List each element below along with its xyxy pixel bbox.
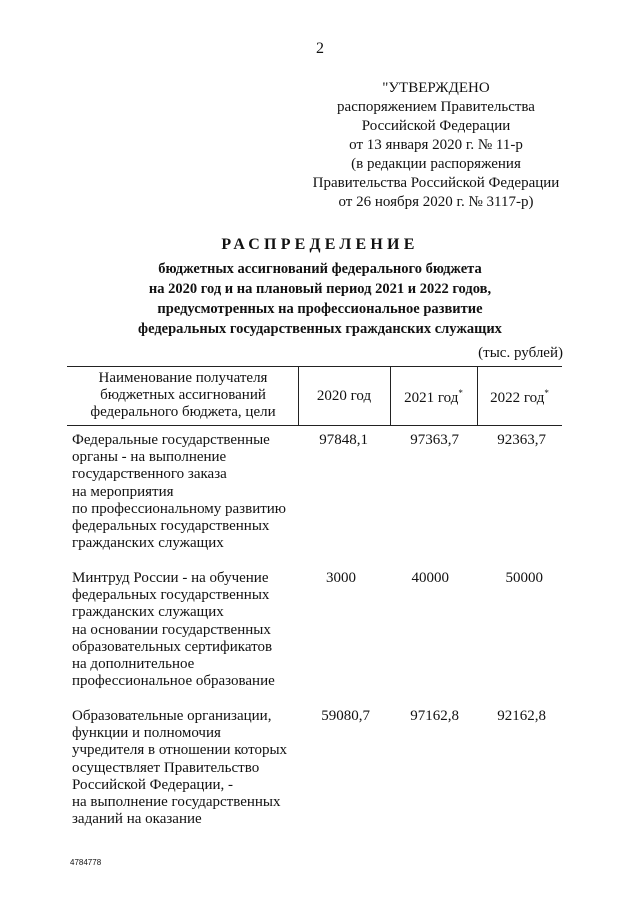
approval-line: распоряжением Правительства bbox=[337, 99, 535, 115]
row-name-line: Российской Федерации, - bbox=[72, 776, 234, 793]
row-name-line: гражданских служащих bbox=[72, 535, 224, 552]
header-name-line: бюджетных ассигнований bbox=[100, 387, 266, 403]
page-number: 2 bbox=[316, 40, 324, 57]
row-name-line: на дополнительное bbox=[72, 656, 195, 673]
value-2021: 97162,8 bbox=[410, 708, 459, 724]
title-line: предусмотренных на профессиональное развитие bbox=[157, 301, 483, 317]
table-row-name bbox=[72, 708, 302, 828]
title-main: РАСПРЕДЕЛЕНИЕ bbox=[221, 236, 419, 253]
value-2021: 40000 bbox=[411, 570, 449, 586]
approval-line: "УТВЕРЖДЕНО bbox=[382, 80, 490, 96]
row-name-line: по профессиональному развитию bbox=[72, 500, 287, 517]
document-code: 4784778 bbox=[70, 858, 102, 867]
table-top-border bbox=[67, 366, 562, 367]
unit-label: (тыс. рублей) bbox=[478, 345, 563, 361]
row-name-line: на выполнение государственных bbox=[72, 794, 281, 811]
document-title bbox=[0, 236, 640, 339]
row-name-line: образовательных сертификатов bbox=[72, 638, 273, 655]
value-2021: 97363,7 bbox=[410, 432, 459, 448]
header-2022-label: 2022 год bbox=[490, 390, 545, 406]
header-2021 bbox=[390, 388, 477, 407]
header-2022 bbox=[477, 388, 562, 407]
row-name-line: Образовательные организации, bbox=[72, 708, 272, 724]
approval-line: Правительства Российской Федерации bbox=[312, 175, 560, 191]
table-row-name bbox=[72, 432, 302, 552]
row-name-line: федеральных государственных bbox=[72, 518, 270, 535]
row-name-line: федеральных государственных bbox=[72, 587, 270, 604]
value-2020: 59080,7 bbox=[321, 708, 370, 724]
value-2020: 3000 bbox=[326, 570, 356, 586]
approval-stamp bbox=[300, 79, 572, 212]
table-row-name bbox=[72, 570, 302, 690]
value-2020: 97848,1 bbox=[319, 432, 368, 448]
header-2021-label: 2021 год bbox=[404, 390, 459, 406]
row-name-line: на основании государственных bbox=[72, 621, 271, 638]
value-2022: 92162,8 bbox=[497, 708, 546, 724]
row-name-line: государственного заказа bbox=[72, 466, 227, 483]
header-2020-label: 2020 год bbox=[316, 388, 372, 404]
approval-line: (в редакции распоряжения bbox=[351, 156, 521, 172]
value-2022: 50000 bbox=[505, 570, 543, 586]
title-line: федеральных государственных гражданских служащих bbox=[138, 321, 502, 337]
approval-line: Российской Федерации bbox=[361, 118, 511, 134]
approval-line: от 26 ноября 2020 г. № 3117-р) bbox=[338, 194, 534, 210]
title-subtitle bbox=[0, 259, 640, 339]
row-name-line: гражданских служащих bbox=[72, 604, 224, 621]
header-name-cell bbox=[70, 370, 296, 421]
row-name-line: профессиональное образование bbox=[72, 673, 275, 690]
row-name-line: на мероприятия bbox=[72, 483, 174, 500]
row-name-line: заданий на оказание bbox=[72, 811, 202, 828]
row-name-line: органы - на выполнение bbox=[72, 449, 227, 466]
row-name-line: осуществляет Правительство bbox=[72, 759, 260, 776]
header-name-line: Наименование получателя bbox=[98, 370, 268, 386]
header-2020 bbox=[298, 388, 390, 405]
footnote-mark: * bbox=[458, 388, 463, 398]
row-name-line: функции и полномочия bbox=[72, 725, 221, 742]
title-line: на 2020 год и на плановый период 2021 и 2022 годов, bbox=[148, 281, 492, 297]
row-name-line: Федеральные государственные bbox=[72, 432, 270, 448]
header-name-line: федерального бюджета, цели bbox=[90, 404, 276, 420]
approval-line: от 13 января 2020 г. № 11-р bbox=[349, 137, 523, 153]
row-name-line: Минтруд России - на обучение bbox=[72, 570, 269, 586]
table-header-bottom-border bbox=[67, 425, 562, 426]
footnote-mark: * bbox=[544, 388, 549, 398]
title-line: бюджетных ассигнований федерального бюджета bbox=[158, 261, 482, 277]
value-2022: 92363,7 bbox=[497, 432, 546, 448]
row-name-line: учредителя в отношении которых bbox=[72, 742, 288, 759]
